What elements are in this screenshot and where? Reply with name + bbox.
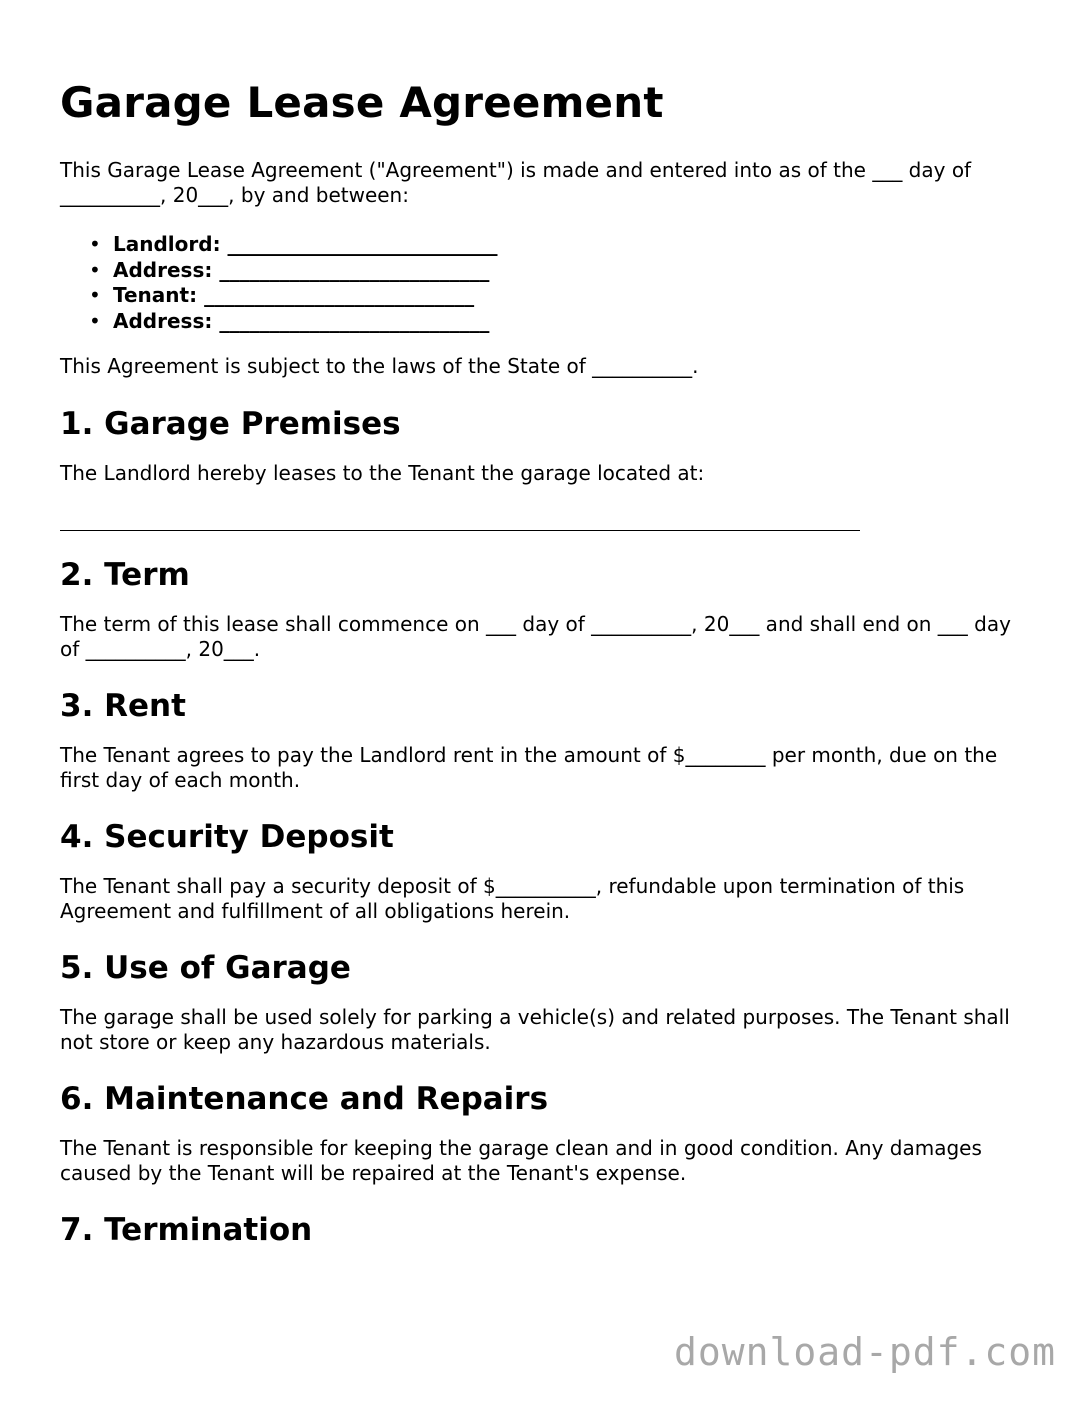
list-item [89,283,1035,309]
section-heading: 2. Term [60,557,190,593]
section-heading: 7. Termination [60,1212,313,1248]
section-text: The Tenant is responsible for keeping the garage clean and in good condition. Any damages caused by the Tenant will be repaired at the Tenant's expense. [60,1136,982,1185]
section-text: The Tenant agrees to pay the Landlord rent in the amount of $________ per month, due on the first day of each month. [60,743,998,792]
document-title: Garage Lease Agreement [60,78,664,127]
bullet-icon: • [89,283,101,307]
parties-list [60,232,1035,334]
section-heading: 1. Garage Premises [60,406,401,442]
section-heading: 3. Rent [60,688,186,724]
address-blank-line [60,530,860,531]
party-label-tenant-address: Address: [113,308,213,333]
list-item [89,232,1035,258]
section-heading: 5. Use of Garage [60,950,351,986]
section-text: The term of this lease shall commence on ___ day of __________, 20___ and shall end on ___ day of __________, 20___. [60,612,1011,661]
section-garage-premises [60,406,1035,531]
section-text: The Landlord hereby leases to the Tenant the garage located at: [60,461,705,485]
section-security-deposit [60,819,1035,924]
section-maintenance-repairs [60,1081,1035,1186]
party-blank-tenant: ___________________________ [204,283,475,307]
party-label-landlord-address: Address: [113,257,213,282]
section-text: The garage shall be used solely for parking a vehicle(s) and related purposes. The Tenant shall not store or keep any hazardous materials. [60,1005,1010,1054]
list-item [89,308,1035,335]
section-term [60,557,1035,662]
party-blank-landlord-address: ___________________________ [219,257,490,282]
section-heading: 4. Security Deposit [60,819,394,855]
list-item [89,257,1035,284]
intro-paragraph: This Garage Lease Agreement ("Agreement") is made and entered into as of the ___ day of __________, 20___, by and between: [60,158,972,207]
party-label-tenant: Tenant: [113,283,198,307]
bullet-icon: • [89,257,101,282]
bullet-icon: • [89,308,101,333]
section-termination [60,1212,1035,1248]
section-heading: 6. Maintenance and Repairs [60,1081,549,1117]
bullet-icon: • [89,232,101,256]
party-blank-tenant-address: ___________________________ [219,308,490,333]
party-label-landlord: Landlord: [113,232,221,256]
party-blank-landlord: ___________________________ [227,232,498,256]
section-text: The Tenant shall pay a security deposit of $__________, refundable upon termination of this Agreement and fulfillment of all obligations herein. [60,874,965,923]
governing-law-paragraph: This Agreement is subject to the laws of the State of __________. [60,354,699,378]
watermark: download-pdf.com [673,1330,1056,1374]
document-page [60,78,1035,1274]
section-rent [60,688,1035,793]
section-use-of-garage [60,950,1035,1055]
